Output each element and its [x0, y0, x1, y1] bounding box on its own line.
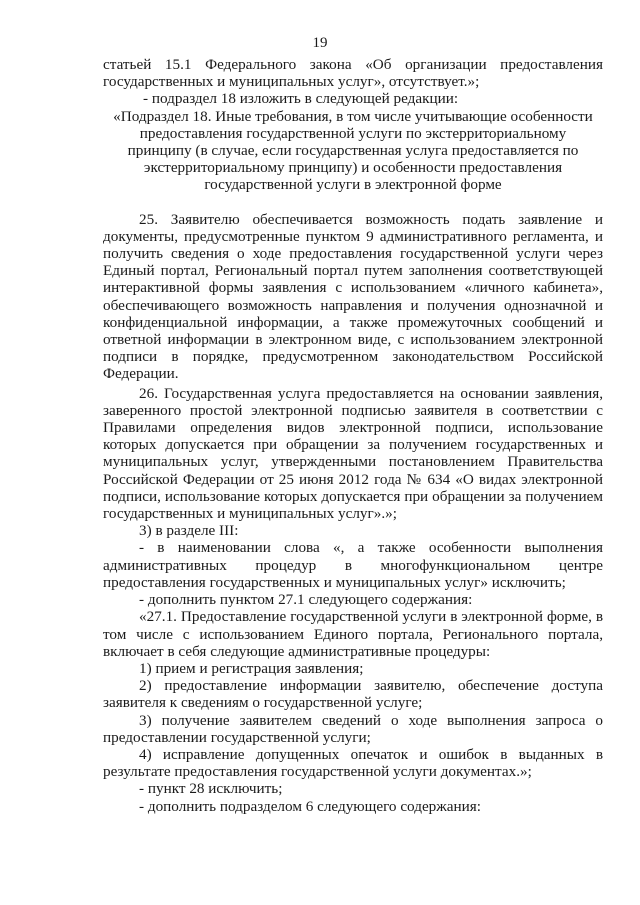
list-item-1: 1) прием и регистрация заявления; — [139, 659, 364, 677]
page-number: 19 — [312, 35, 328, 51]
list-item-4: 4) исправление допущенных опечаток и ошибок в выданных в результате предоставления государственной услуги документах.»; — [103, 745, 603, 781]
paragraph-subsection-18-instruction: - подраздел 18 изложить в следующей редакции: — [143, 90, 459, 108]
paragraph-add-subsection-6: - дополнить подразделом 6 следующего содержания: — [139, 797, 481, 815]
paragraph-add-27-1: - дополнить пунктом 27.1 следующего содержания: — [139, 591, 473, 609]
subsection-18-heading-line1: «Подраздел 18. Иные требования, в том числе учитывающие особенности — [113, 107, 593, 125]
paragraph-26: 26. Государственная услуга предоставляется на основании заявления, заверенного простой электронной подписью заявителя в соответствии с Правилами определения видов электронной подписи, использование которых допускается при обращении за получением государственных и муниципальных услуг, утвержденными постановлением Правительства Российской Федерации от 25 июня 2012 года № 634 «О видах электронной подписи, использование которых допускается при обращении за получением государственных и муниципальных услуг».»; — [103, 384, 603, 523]
paragraph-27-1: «27.1. Предоставление государственной услуги в электронной форме, в том числе с использованием Единого портала, Регионального портала, включает в себя следующие административные процедуры: — [103, 608, 603, 660]
paragraph-25: 25. Заявителю обеспечивается возможность подать заявление и документы, предусмотренные пунктом 9 административного регламента, и получить сведения о ходе предоставления государственной услуги через Единый портал, Региональный портал путем заполнения соответствующей интерактивной формы заявления с использованием «личного кабинета», обеспечивающего возможность направления и получения однозначной и конфиденциальной информации, а также промежуточных сообщений и ответной информации в электронном виде, с использованием электронной подписи в порядке, предусмотренном законодательством Российской Федерации. — [103, 210, 603, 383]
list-item-3: 3) получение заявителем сведений о ходе выполнения запроса о предоставлении государственной услуги; — [103, 711, 603, 746]
list-item-2: 2) предоставление информации заявителю, обеспечение доступа заявителя к сведениям о государственной услуге; — [103, 677, 603, 712]
subsection-18-heading: предоставления государственной услуги по экстерриториальному принципу (в случае, если государственная услуга предоставляется по экстерриториальному принципу) и особенности предоставления государственной услуги в электронной форме — [127, 124, 579, 194]
document-body — [103, 56, 603, 815]
paragraph-intro: статьей 15.1 Федерального закона «Об организации предоставления государственных и муниципальных услуг», отсутствует.»; — [103, 56, 603, 91]
paragraph-remove-28: - пункт 28 исключить; — [139, 780, 283, 798]
paragraph-section-3: 3) в разделе III: — [139, 522, 239, 540]
paragraph-naming-change: - в наименовании слова «, а также особенности выполнения административных процедур в многофункциональном центре предоставления государственных и муниципальных услуг» исключить; — [103, 539, 603, 591]
